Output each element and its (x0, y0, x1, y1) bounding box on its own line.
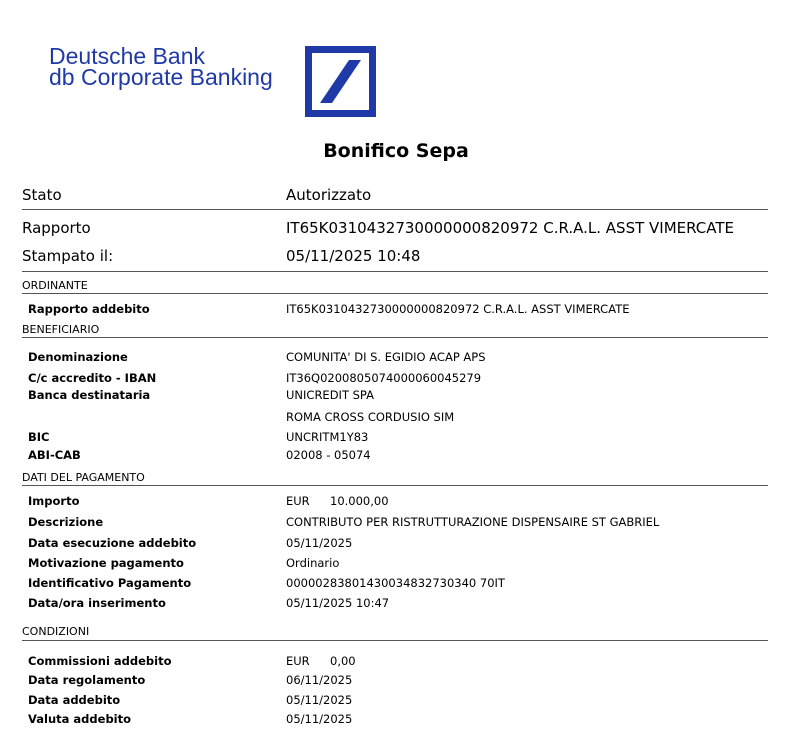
rapporto-addebito-value: IT65K0310432730000000820972 C.R.A.L. ASST VIMERCATE (286, 302, 630, 316)
section-dati-pagamento: DATI DEL PAGAMENTO (22, 471, 145, 484)
data-addebito-label: Data addebito (28, 693, 121, 707)
importo-currency: EUR (286, 494, 310, 508)
divider (22, 337, 768, 338)
commissioni-amount: 0,00 (330, 654, 356, 668)
importo-amount: 10.000,00 (330, 494, 389, 508)
banca-value: UNICREDIT SPA (286, 388, 374, 402)
importo-label: Importo (28, 494, 80, 508)
divider (22, 485, 768, 486)
stampato-label: Stampato il: (22, 247, 114, 265)
banca-branch-value: ROMA CROSS CORDUSIO SIM (286, 410, 455, 424)
identificativo-label: Identificativo Pagamento (28, 576, 192, 590)
valuta-value: 05/11/2025 (286, 712, 353, 726)
page-title: Bonifico Sepa (323, 140, 469, 162)
motivazione-value: Ordinario (286, 556, 340, 570)
deutsche-bank-logo-icon (305, 46, 376, 117)
regolamento-value: 06/11/2025 (286, 673, 353, 687)
divider (22, 640, 768, 641)
abicab-label: ABI-CAB (28, 448, 81, 462)
inserimento-value: 05/11/2025 10:47 (286, 596, 390, 610)
iban-label: C/c accredito - IBAN (28, 371, 157, 385)
data-addebito-value: 05/11/2025 (286, 693, 353, 707)
data-esecuzione-label: Data esecuzione addebito (28, 536, 197, 550)
importo-value (286, 494, 389, 508)
descrizione-value: CONTRIBUTO PER RISTRUTTURAZIONE DISPENSAIRE ST GABRIEL (286, 515, 660, 529)
commissioni-currency: EUR (286, 654, 310, 668)
bic-label: BIC (28, 430, 50, 444)
abicab-value: 02008 - 05074 (286, 448, 371, 462)
rapporto-value: IT65K0310432730000000820972 C.R.A.L. ASST VIMERCATE (286, 219, 735, 237)
descrizione-label: Descrizione (28, 515, 104, 529)
denominazione-value: COMUNITA' DI S. EGIDIO ACAP APS (286, 350, 486, 364)
regolamento-label: Data regolamento (28, 673, 146, 687)
data-esecuzione-value: 05/11/2025 (286, 536, 353, 550)
section-condizioni: CONDIZIONI (22, 625, 90, 638)
stampato-value: 05/11/2025 10:48 (286, 247, 421, 265)
iban-value: IT36Q0200805074000060045279 (286, 371, 482, 385)
inserimento-label: Data/ora inserimento (28, 596, 166, 610)
banca-label: Banca destinataria (28, 388, 151, 402)
rapporto-addebito-label: Rapporto addebito (28, 302, 150, 316)
commissioni-label: Commissioni addebito (28, 654, 172, 668)
brand-subtitle: db Corporate Banking (49, 64, 273, 90)
divider (22, 293, 768, 294)
motivazione-label: Motivazione pagamento (28, 556, 184, 570)
denominazione-label: Denominazione (28, 350, 128, 364)
valuta-label: Valuta addebito (28, 712, 132, 726)
section-ordinante: ORDINANTE (22, 279, 88, 292)
bic-value: UNCRITM1Y83 (286, 430, 369, 444)
brand-name: Deutsche Bank (49, 43, 205, 69)
commissioni-value (286, 654, 356, 668)
stato-label: Stato (22, 186, 62, 204)
divider (22, 209, 768, 210)
section-beneficiario: BENEFICIARIO (22, 323, 100, 336)
divider (22, 271, 768, 272)
identificativo-value: 00000283801430034832730340 70IT (286, 576, 505, 590)
stato-value: Autorizzato (286, 186, 372, 204)
brand-text (49, 43, 273, 90)
rapporto-label: Rapporto (22, 219, 91, 237)
